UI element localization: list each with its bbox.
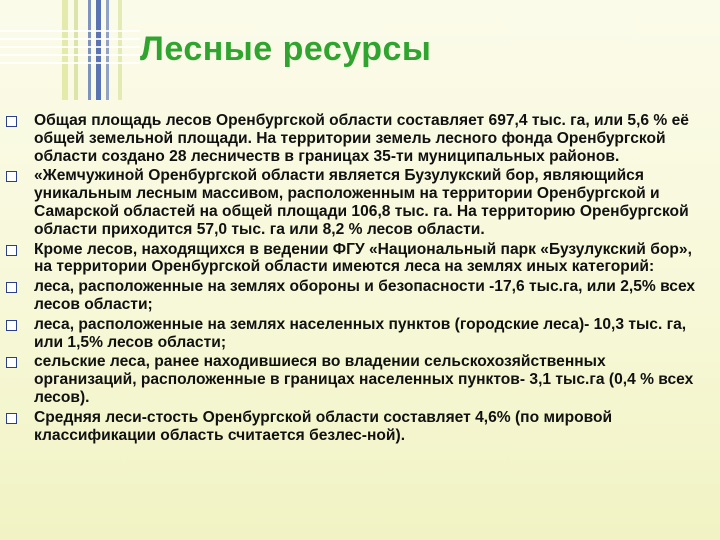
square-bullet-icon (6, 413, 17, 424)
list-item-text: Кроме лесов, находящихся в ведении ФГУ «Национальный парк «Бузулукский бор», на территории Оренбургской области имеются леса на землях иных категорий: (34, 240, 692, 276)
bullet-list (6, 112, 712, 444)
square-bullet-icon (6, 116, 17, 127)
square-bullet-icon (6, 171, 17, 182)
list-item (6, 112, 712, 165)
list-item (6, 241, 712, 277)
list-item (6, 409, 712, 445)
list-item (6, 278, 712, 314)
list-item-text: леса, расположенные на землях обороны и безопасности -17,6 тыс.га, или 2,5% всех лесов области; (34, 278, 696, 313)
page-title: Лесные ресурсы (140, 30, 432, 68)
square-bullet-icon (6, 320, 17, 331)
square-bullet-icon (6, 357, 17, 368)
square-bullet-icon (6, 245, 17, 256)
list-item (6, 167, 712, 238)
decorative-stripes (0, 0, 140, 100)
list-item-text: «Жемчужиной Оренбургской области является Бузулукский бор, являющийся уникальным лесным массивом, расположенным на территории Оренбургской и Самарской областей на общей площади 106,8 тыс. га. На территорию Оренбургской области приходится 57,0 тыс. га или 8,2 % лесов области. (34, 167, 689, 238)
list-item (6, 316, 712, 352)
list-item-text: леса, расположенные на землях населенных пунктов (городские леса)- 10,3 тыс. га, или 1,5% лесов области; (34, 315, 687, 351)
list-item (6, 353, 712, 406)
square-bullet-icon (6, 282, 17, 293)
list-item-text: сельские леса, ранее находившиеся во владении сельскохозяйственных организаций, расположенные в границах населенных пунктов- 3,1 тыс.га (0,4 % всех лесов). (34, 353, 694, 406)
list-item-text: Средняя леси-стость Оренбургской области составляет 4,6% (по мировой классификации область считается безлес-ной). (34, 408, 613, 444)
list-item-text: Общая площадь лесов Оренбургской области составляет 697,4 тыс. га, или 5,6 % её общей земельной площади. На территории земель лесного фонда Оренбургской области создано 28 лесничеств в границах 35-ти муниципальных районов. (34, 112, 689, 165)
